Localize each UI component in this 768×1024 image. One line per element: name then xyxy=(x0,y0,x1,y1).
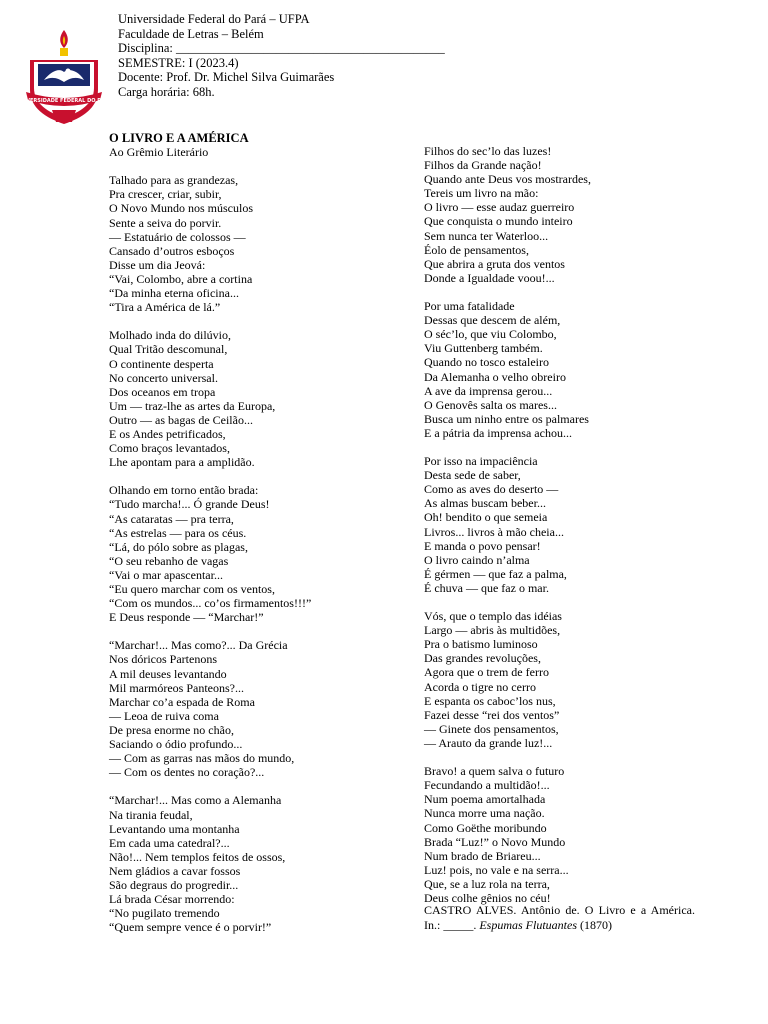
stanza-gap xyxy=(424,440,591,454)
verse-line: Nos dóricos Partenons xyxy=(109,652,217,667)
verse-line: Dos oceanos em tropa xyxy=(109,384,216,399)
header-line-faculty: Faculdade de Letras – Belém xyxy=(118,26,264,41)
stanza xyxy=(109,328,311,469)
verse-line: Sem nunca ter Waterloo... xyxy=(424,228,549,243)
verse-line: Livros... livros à mão cheia... xyxy=(424,524,564,539)
verse-line: Outro — as bagas de Ceilão... xyxy=(109,412,253,427)
verse-line: Nunca morre uma nação. xyxy=(424,806,545,821)
verse-line: Das grandes revoluções, xyxy=(424,651,541,666)
verse-line: Que, se a luz rola na terra, xyxy=(424,876,550,891)
header-line-teacher: Docente: Prof. Dr. Michel Silva Guimarães xyxy=(118,70,335,85)
verse-line: Brada “Luz!” o Novo Mundo xyxy=(424,834,566,849)
verse-line: O livro caindo n’alma xyxy=(424,552,530,567)
verse-line: Na tirania feudal, xyxy=(109,807,193,822)
verse-line: “No pugilato tremendo xyxy=(109,906,220,921)
verse-line: “As cataratas — pra terra, xyxy=(109,511,234,526)
citation-year: (1870) xyxy=(580,918,613,932)
verse-line: Como as aves do deserto — xyxy=(424,482,559,497)
document-header xyxy=(118,12,445,100)
verse-line: Em cada uma catedral?... xyxy=(109,835,230,850)
verse-line: “Eu quero marchar com os ventos, xyxy=(109,582,275,596)
verse-line: Saciando o ódio profundo... xyxy=(109,737,243,752)
verse-line: O continente desperta xyxy=(109,356,214,371)
verse-line: Pra o batismo luminoso xyxy=(424,637,538,652)
verse-line: Olhando em torno então brada: xyxy=(109,483,259,498)
stanza-gap xyxy=(424,750,591,764)
university-logo xyxy=(15,24,113,128)
stanza xyxy=(424,764,591,905)
verse-line: Filhos da Grande nação! xyxy=(424,158,542,173)
poem-dedication: Ao Grêmio Literário xyxy=(109,145,209,160)
verse-line: “Lá, do pólo sobre as plagas, xyxy=(109,539,248,554)
verse-line: A ave da imprensa gerou... xyxy=(424,383,553,398)
verse-line: Que conquista o mundo inteiro xyxy=(424,214,573,229)
stanza xyxy=(109,793,311,934)
verse-line: — Ginete dos pensamentos, xyxy=(424,721,559,736)
verse-line: Lhe apontam para a amplidão. xyxy=(109,455,255,470)
verse-line: Tereis um livro na mão: xyxy=(424,186,539,201)
stanza-gap xyxy=(109,314,311,328)
verse-line: Talhado para as grandezas, xyxy=(109,173,239,188)
verse-line: “Da minha eterna oficina... xyxy=(109,286,239,301)
verse-line: “Marchar!... Mas como a Alemanha xyxy=(109,793,282,808)
citation-prefix: CASTRO ALVES. Antônio de. O Livro e a América. In.: _____. xyxy=(424,903,695,932)
verse-line: Viu Guttenberg também. xyxy=(424,341,543,356)
verse-line: E Deus responde — “Marchar!” xyxy=(109,610,264,625)
verse-line: No concerto universal. xyxy=(109,370,218,385)
svg-text:UNIVERSIDADE FEDERAL DO PARÁ: UNIVERSIDADE FEDERAL DO PARÁ xyxy=(15,98,113,104)
stanza xyxy=(424,299,591,440)
poem-right-column xyxy=(424,144,591,905)
header-line-discipline: Disciplina: ___________________________________________ xyxy=(118,41,445,56)
verse-line: “Vai o mar apascentar... xyxy=(109,567,223,582)
verse-line: Éolo de pensamentos, xyxy=(424,242,529,257)
verse-line: São degraus do progredir... xyxy=(109,877,239,892)
verse-line: Sente a seiva do porvir. xyxy=(109,215,222,230)
verse-line: Lá brada César morrendo: xyxy=(109,892,235,907)
verse-line: As almas buscam beber... xyxy=(424,496,546,511)
verse-line: Quando no tosco estaleiro xyxy=(424,355,549,370)
verse-line: É chuva — que faz o mar. xyxy=(424,580,549,595)
verse-line: Quando ante Deus vos mostrardes, xyxy=(424,172,591,187)
verse-line: Nem gládios a cavar fossos xyxy=(109,863,241,878)
verse-line: Levantando uma montanha xyxy=(109,821,240,836)
header-line-hours: Carga horária: 68h. xyxy=(118,84,215,99)
verse-line: É gérmen — que faz a palma, xyxy=(424,566,567,581)
stanza xyxy=(109,638,311,779)
verse-line: Qual Tritão descomunal, xyxy=(109,342,228,357)
verse-line: Agora que o trem de ferro xyxy=(424,665,549,680)
stanza-gap xyxy=(109,624,311,638)
verse-line: E manda o povo pensar! xyxy=(424,538,541,553)
verse-line: Fecundando a multidão!... xyxy=(424,778,550,793)
verse-line: Luz! pois, no vale e na serra... xyxy=(424,862,569,877)
verse-line: Molhado inda do dilúvio, xyxy=(109,328,231,343)
verse-line: Por uma fatalidade xyxy=(424,299,515,314)
verse-line: “Com os mundos... co’os firmamentos!!!” xyxy=(109,596,312,611)
verse-line: — Estatuário de colossos — xyxy=(109,229,246,244)
verse-line: “Tudo marcha!... Ó grande Deus! xyxy=(109,497,270,512)
citation xyxy=(424,903,695,933)
verse-line: Da Alemanha o velho obreiro xyxy=(424,369,566,384)
verse-line: Marchar co’a espada de Roma xyxy=(109,694,255,709)
verse-line: Desta sede de saber, xyxy=(424,468,521,483)
verse-line: “Marchar!... Mas como?... Da Grécia xyxy=(109,638,288,653)
stanza-gap xyxy=(424,595,591,609)
verse-line: E espanta os caboc’los nus, xyxy=(424,693,556,708)
stanza xyxy=(424,454,591,595)
stanza xyxy=(109,173,311,314)
stanza xyxy=(424,609,591,750)
stanza xyxy=(424,144,591,285)
verse-line: De presa enorme no chão, xyxy=(109,722,234,737)
verse-line: Busca um ninho entre os palmares xyxy=(424,411,589,426)
verse-line: E os Andes petrificados, xyxy=(109,426,226,441)
verse-line: Fazei desse “rei dos ventos” xyxy=(424,707,560,722)
verse-line: A mil deuses levantando xyxy=(109,666,227,681)
verse-line: “As estrelas — para os céus. xyxy=(109,525,247,540)
verse-line: Que abrira a gruta dos ventos xyxy=(424,256,565,271)
verse-line: O Genovês salta os mares... xyxy=(424,397,557,412)
verse-line: — Com as garras nas mãos do mundo, xyxy=(109,751,295,766)
verse-line: — Arauto da grande luz!... xyxy=(424,735,553,750)
verse-line: Por isso na impaciência xyxy=(424,454,538,469)
verse-line: — Leoa de ruiva coma xyxy=(109,708,219,723)
verse-line: “Tira a América de lá.” xyxy=(109,300,221,315)
header-line-university: Universidade Federal do Pará – UFPA xyxy=(118,12,310,26)
verse-line: Disse um dia Jeová: xyxy=(109,257,206,272)
verse-line: Como Goëthe moribundo xyxy=(424,820,547,835)
poem-left-column xyxy=(109,131,311,934)
verse-line: Bravo! a quem salva o futuro xyxy=(424,764,565,779)
verse-line: Acorda o tigre no cerro xyxy=(424,679,536,694)
verse-line: “Quem sempre vence é o porvir!” xyxy=(109,920,272,935)
verse-line: Deus colhe gênios no céu! xyxy=(424,890,551,905)
verse-line: Como braços levantados, xyxy=(109,441,230,456)
verse-line: Num poema amortalhada xyxy=(424,792,546,807)
verse-line: Cansado d’outros esboços xyxy=(109,243,235,258)
verse-line: Donde a Igualdade voou!... xyxy=(424,270,555,285)
citation-work: Espumas Flutuantes xyxy=(479,918,578,932)
stanza-gap xyxy=(424,285,591,299)
verse-line: “O seu rebanho de vagas xyxy=(109,553,229,568)
verse-line: Mil marmóreos Panteons?... xyxy=(109,680,244,695)
verse-line: E a pátria da imprensa achou... xyxy=(424,425,572,440)
verse-line: Largo — abris às multidões, xyxy=(424,623,561,638)
verse-line: Num brado de Briareu... xyxy=(424,848,541,863)
verse-line: O Novo Mundo nos músculos xyxy=(109,201,254,216)
verse-line: Oh! bendito o que semeia xyxy=(424,510,548,525)
stanza-gap xyxy=(109,469,311,483)
verse-line: Pra crescer, criar, subir, xyxy=(109,187,222,202)
verse-line: O livro — esse audaz guerreiro xyxy=(424,200,575,215)
stanza xyxy=(109,483,311,624)
verse-line: Um — traz-lhe as artes da Europa, xyxy=(109,398,276,413)
stanza-gap xyxy=(109,779,311,793)
verse-line: O séc’lo, que viu Colombo, xyxy=(424,327,557,342)
stanza-gap xyxy=(109,159,311,173)
verse-line: Filhos do sec’lo das luzes! xyxy=(424,144,552,158)
verse-line: — Com os dentes no coração?... xyxy=(109,765,265,780)
header-line-semester: SEMESTRE: I (2023.4) xyxy=(118,55,239,70)
verse-line: Vós, que o templo das idéias xyxy=(424,609,562,624)
verse-line: “Vai, Colombo, abre a cortina xyxy=(109,271,253,286)
verse-line: Não!... Nem templos feitos de ossos, xyxy=(109,849,286,864)
poem-title: O LIVRO E A AMÉRICA xyxy=(109,131,249,145)
verse-line: Dessas que descem de além, xyxy=(424,313,561,328)
